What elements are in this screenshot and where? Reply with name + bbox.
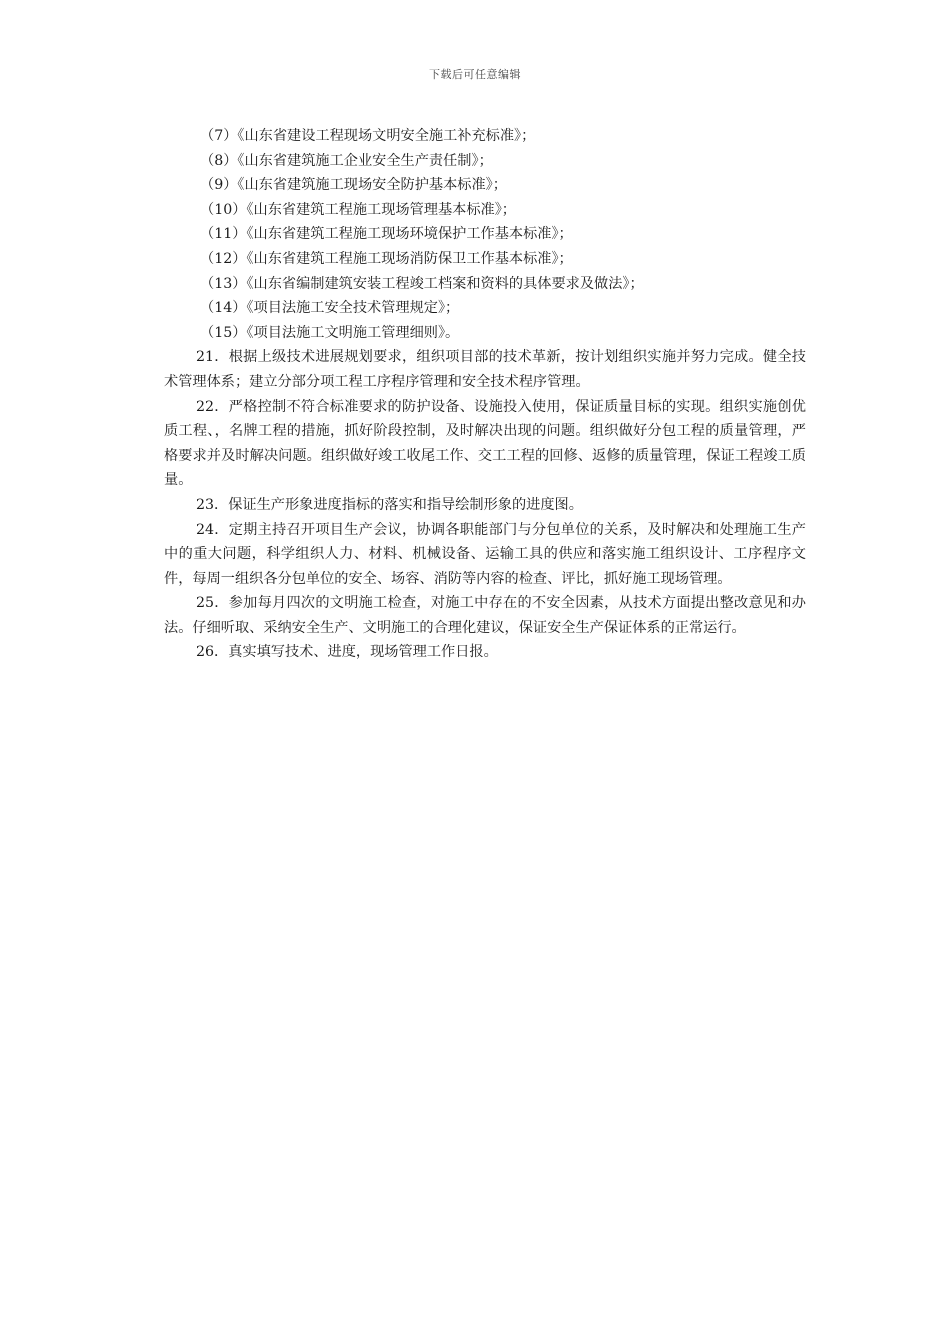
standard-item: （7）《山东省建设工程现场文明安全施工补充标准》；	[200, 128, 536, 144]
paragraph-26: 26．真实填写技术、进度，现场管理工作日报。	[196, 644, 498, 661]
standard-item: （11）《山东省建筑工程施工现场环境保护工作基本标准》；	[200, 226, 573, 243]
paragraph-21: 21．根据上级技术进展规划要求，组织项目部的技术革新，按计划组织实施并努力完成。健全技术管理体系；建立分部分项工程工序程序管理和安全技术程序管理。	[164, 349, 806, 390]
header-note: 下载后可任意编辑	[429, 68, 521, 81]
paragraph-23: 23．保证生产形象进度指标的落实和指导绘制形象的进度图。	[196, 496, 583, 513]
standard-item: （13）《山东省编制建筑安装工程竣工档案和资料的具体要求及做法》；	[200, 275, 644, 292]
document-body	[164, 124, 806, 665]
standard-item: （9）《山东省建筑施工现场安全防护基本标准》；	[200, 177, 507, 194]
standard-item: （15）《项目法施工文明施工管理细则》。	[200, 324, 460, 341]
paragraph-22: 22．严格控制不符合标准要求的防护设备、设施投入使用，保证质量目标的实现。组织实施创优质工程、，名牌工程的措施，抓好阶段控制，及时解决出现的问题。组织做好分包工程的质量管理，严格要求并及时解决问题。组织做好竣工收尾工作、交工工程的回修、返修的质量管理，保证工程竣工质量。	[164, 398, 806, 489]
paragraph-25: 25．参加每月四次的文明施工检查，对施工中存在的不安全因素，从技术方面提出整改意见和办法。仔细听取、采纳安全生产、文明施工的合理化建议，保证安全生产保证体系的正常运行。	[164, 595, 806, 636]
standard-item: （12）《山东省建筑工程施工现场消防保卫工作基本标准》；	[200, 250, 573, 267]
paragraph-24: 24．定期主持召开项目生产会议，协调各职能部门与分包单位的关系，及时解决和处理施工生产中的重大问题，科学组织人力、材料、机械设备、运输工具的供应和落实施工组织设计、工序程序文件，每周一组织各分包单位的安全、场容、消防等内容的检查、评比，抓好施工现场管理。	[164, 521, 806, 587]
standard-item: （10）《山东省建筑工程施工现场管理基本标准》；	[200, 201, 516, 218]
standard-item: （14）《项目法施工安全技术管理规定》；	[200, 300, 460, 317]
standard-item: （8）《山东省建筑施工企业安全生产责任制》；	[200, 152, 493, 169]
